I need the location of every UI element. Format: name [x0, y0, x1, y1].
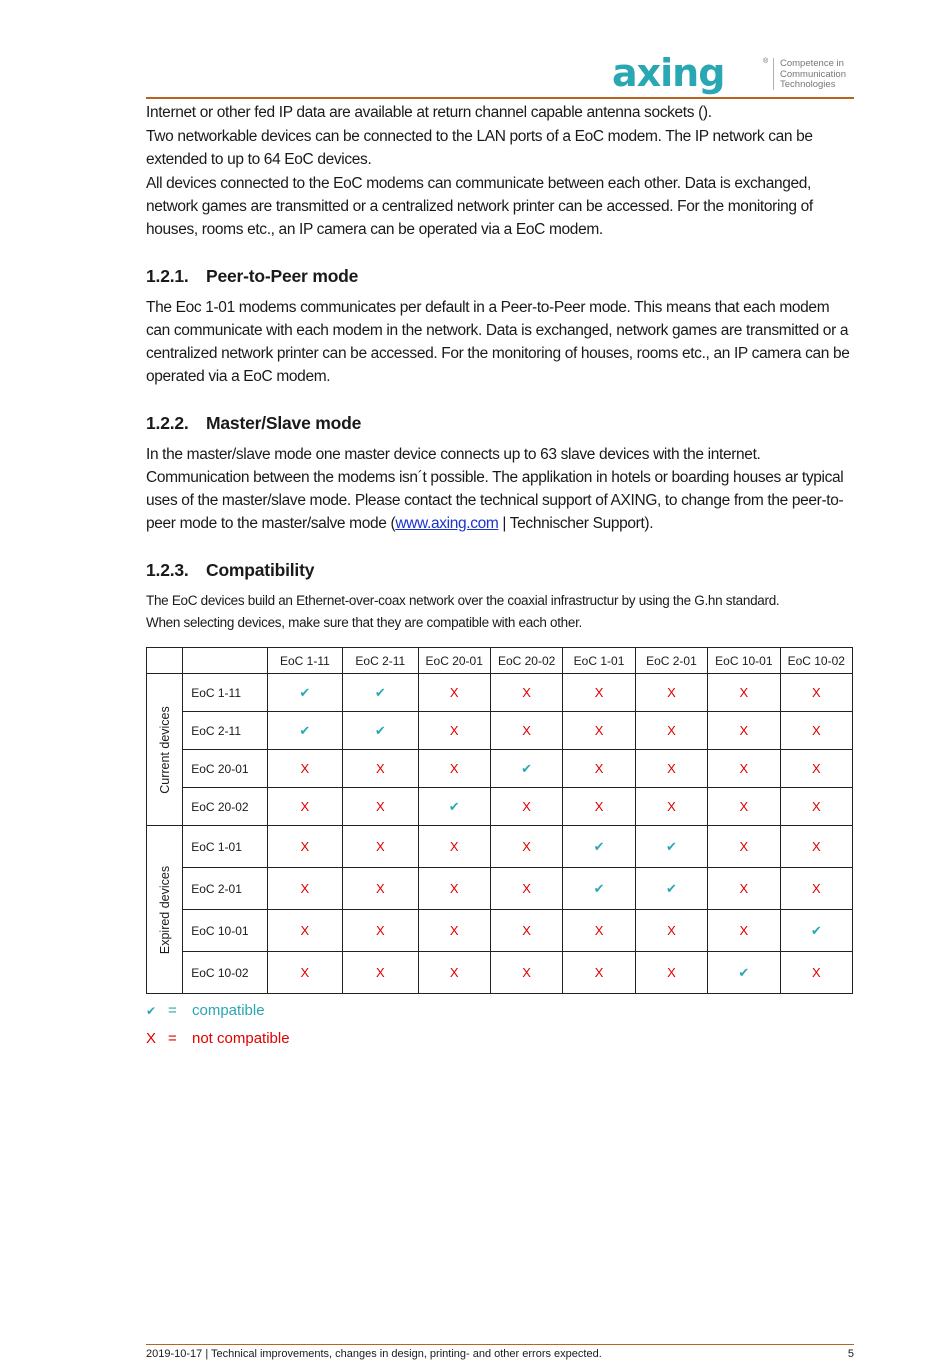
table-row	[147, 952, 853, 994]
section-number: 1.2.2.	[146, 413, 189, 433]
column-header: EoC 10-01	[708, 648, 780, 674]
compatibility-cell	[267, 674, 342, 712]
compatibility-cell	[490, 674, 562, 712]
x-mark-icon: X	[667, 685, 676, 700]
compatibility-cell	[267, 788, 342, 826]
compatibility-cell	[490, 826, 562, 868]
x-mark-icon: X	[449, 839, 459, 854]
x-mark-icon: X	[811, 881, 821, 896]
legend-not-compatible-text: not compatible	[192, 1030, 290, 1047]
table-row	[147, 674, 853, 712]
compatibility-cell	[267, 826, 342, 868]
column-header: EoC 1-11	[267, 648, 342, 674]
compatibility-cell	[708, 674, 780, 712]
header-rule	[146, 97, 854, 99]
compatibility-cell	[418, 788, 490, 826]
row-device-label: EoC 2-01	[183, 868, 267, 910]
compatibility-cell	[343, 674, 418, 712]
legend-not-compatible	[146, 1025, 290, 1053]
compatibility-cell	[563, 910, 635, 952]
compatibility-cell	[267, 952, 342, 994]
compatibility-cell	[343, 868, 418, 910]
compatibility-cell	[343, 712, 418, 750]
x-mark-icon: X	[522, 923, 531, 938]
compatibility-cell	[490, 952, 562, 994]
x-mark-icon: X	[594, 965, 604, 980]
checkmark-icon: ✔	[521, 760, 533, 776]
compatibility-table	[146, 647, 853, 994]
x-mark-icon: X	[522, 723, 531, 738]
x-mark-icon: X	[522, 881, 531, 896]
compatibility-cell	[708, 910, 780, 952]
compatibility-cell	[418, 910, 490, 952]
tagline-line: Technologies	[780, 79, 836, 90]
legend-compatible	[146, 997, 290, 1025]
compatibility-cell	[418, 826, 490, 868]
compatibility-cell	[563, 952, 635, 994]
compatibility-cell	[563, 750, 635, 788]
compatibility-cell	[343, 910, 418, 952]
row-group-label: Current devices	[157, 705, 172, 794]
x-mark-icon: X	[739, 881, 749, 896]
compatibility-cell	[343, 788, 418, 826]
row-group-cell	[147, 674, 183, 826]
row-group-cell	[147, 826, 183, 994]
compatibility-cell	[635, 952, 707, 994]
compatibility-cell	[490, 788, 562, 826]
legend-compatible-text: compatible	[192, 1002, 265, 1019]
x-mark-icon: X	[300, 839, 310, 854]
section-heading-compatibility	[146, 559, 854, 581]
compatibility-cell	[343, 952, 418, 994]
compatibility-cell	[418, 750, 490, 788]
table-row	[147, 712, 853, 750]
tagline-line: Communication	[780, 68, 846, 80]
x-mark-icon: X	[594, 723, 604, 738]
equals-sign: =	[168, 1002, 177, 1019]
paragraph-text: | Technischer Support).	[498, 515, 654, 532]
paragraph-text: In the master/slave mode one master device connects up to 63 slave devices with the internet. Communication between the modems isn´t possible. The applikation in hotels or boarding houses ar typical uses of the master/slave mode. Please contact the technical support of AXING, to change from the peer-to-peer mode to the master/salve mode (	[146, 446, 844, 532]
x-mark-icon: X	[522, 965, 531, 980]
compatibility-cell	[267, 910, 342, 952]
equals-sign: =	[168, 1030, 177, 1047]
x-mark-icon: X	[449, 965, 459, 980]
x-mark-icon: X	[739, 799, 749, 814]
checkmark-icon: ✔	[665, 838, 677, 854]
compatibility-cell	[635, 788, 707, 826]
x-mark-icon: X	[811, 965, 821, 980]
checkmark-icon: ✔	[448, 798, 460, 814]
header-row-label-cell	[183, 648, 267, 674]
column-header: EoC 2-11	[343, 648, 418, 674]
x-mark-icon: X	[375, 881, 385, 896]
x-mark-icon: X	[300, 923, 310, 938]
x-mark-icon: X	[522, 799, 531, 814]
compatibility-cell	[418, 952, 490, 994]
document-body	[146, 101, 854, 634]
x-mark-icon: X	[594, 799, 604, 814]
x-mark-icon: X	[522, 685, 531, 700]
x-mark-icon: X	[375, 965, 385, 980]
compatibility-cell	[490, 910, 562, 952]
checkmark-icon: ✔	[593, 838, 605, 854]
column-header: EoC 1-01	[563, 648, 635, 674]
checkmark-icon: ✔	[374, 722, 386, 738]
compatibility-intro-line-1: The EoC devices build an Ethernet-over-coax network over the coaxial infrastructur by using the G.hn standard.	[146, 593, 780, 608]
compatibility-cell	[780, 826, 852, 868]
compatibility-cell	[708, 712, 780, 750]
checkmark-icon: ✔	[146, 1004, 157, 1018]
section-heading-master-slave	[146, 412, 854, 434]
compatibility-cell	[635, 910, 707, 952]
table-row	[147, 750, 853, 788]
x-mark-icon: X	[300, 761, 310, 776]
compatibility-cell	[563, 788, 635, 826]
x-mark-icon: X	[739, 723, 749, 738]
x-mark-icon: X	[375, 761, 385, 776]
compatibility-cell	[780, 750, 852, 788]
checkmark-icon: ✔	[299, 722, 311, 738]
row-device-label: EoC 20-01	[183, 750, 267, 788]
section-number: 1.2.3.	[146, 560, 189, 580]
header-corner-cell	[147, 648, 183, 674]
row-device-label: EoC 1-11	[183, 674, 267, 712]
table-row	[147, 826, 853, 868]
axing-logo: axing	[612, 51, 725, 95]
compatibility-cell	[635, 826, 707, 868]
compatibility-cell	[563, 712, 635, 750]
compatibility-cell	[490, 868, 562, 910]
compatibility-cell	[490, 712, 562, 750]
compatibility-cell	[563, 868, 635, 910]
x-mark-icon: X	[594, 761, 604, 776]
x-mark-icon: X	[739, 839, 749, 854]
x-mark-icon: X	[300, 799, 310, 814]
row-device-label: EoC 2-11	[183, 712, 267, 750]
header-logo-block	[612, 51, 852, 96]
x-mark-icon: X	[449, 881, 459, 896]
tagline-line: Competence in	[780, 58, 844, 69]
x-mark-icon: X	[739, 685, 749, 700]
column-header: EoC 20-01	[418, 648, 490, 674]
x-mark-icon: X	[667, 923, 676, 938]
row-device-label: EoC 10-02	[183, 952, 267, 994]
logo-divider	[773, 58, 774, 90]
compatibility-cell	[780, 674, 852, 712]
compatibility-cell	[708, 868, 780, 910]
section-number: 1.2.1.	[146, 266, 189, 286]
checkmark-icon: ✔	[593, 880, 605, 896]
table-row	[147, 868, 853, 910]
checkmark-icon: ✔	[299, 684, 311, 700]
x-mark-icon: X	[739, 923, 749, 938]
row-device-label: EoC 20-02	[183, 788, 267, 826]
section-title: Peer-to-Peer mode	[206, 266, 359, 286]
section-heading-peer-to-peer	[146, 265, 854, 287]
compatibility-cell	[267, 868, 342, 910]
axing-website-link[interactable]: www.axing.com	[395, 515, 499, 532]
intro-paragraph-3: All devices connected to the EoC modems can communicate between each other. Data is exchanged, network games are transmitted or a centralized network printer can be accessed. For the monitoring of houses, rooms etc., an IP camera can be operated via a EoC modem.	[146, 175, 813, 238]
table-legend	[146, 997, 290, 1053]
x-mark-icon: X	[449, 685, 459, 700]
x-mark-icon: X	[811, 761, 821, 776]
table-row	[147, 788, 853, 826]
compatibility-cell	[563, 674, 635, 712]
x-mark-icon: X	[449, 723, 459, 738]
checkmark-icon: ✔	[810, 922, 822, 938]
table-row	[147, 910, 853, 952]
x-mark-icon: X	[522, 839, 531, 854]
compatibility-cell	[267, 712, 342, 750]
compatibility-cell	[490, 750, 562, 788]
compatibility-cell	[780, 868, 852, 910]
compatibility-cell	[343, 750, 418, 788]
compatibility-cell	[708, 826, 780, 868]
compatibility-cell	[563, 826, 635, 868]
compatibility-cell	[635, 750, 707, 788]
x-mark-icon: X	[449, 761, 459, 776]
x-mark-icon: X	[811, 839, 821, 854]
x-mark-icon: X	[667, 799, 676, 814]
column-header: EoC 20-02	[490, 648, 562, 674]
compatibility-cell	[635, 868, 707, 910]
row-group-label: Expired devices	[157, 865, 172, 954]
x-mark-icon: X	[667, 761, 676, 776]
compatibility-cell	[780, 712, 852, 750]
master-slave-paragraph	[146, 443, 854, 535]
compatibility-cell	[708, 788, 780, 826]
x-mark-icon: X	[594, 685, 604, 700]
x-mark-icon: X	[300, 965, 310, 980]
compatibility-cell	[780, 952, 852, 994]
page-number: 5	[847, 1348, 854, 1360]
x-mark-icon: X	[375, 799, 385, 814]
x-mark-icon: X	[300, 881, 310, 896]
row-device-label: EoC 10-01	[183, 910, 267, 952]
compatibility-cell	[635, 712, 707, 750]
registered-mark: ®	[763, 58, 769, 65]
compatibility-cell	[267, 750, 342, 788]
x-mark-icon: X	[667, 965, 676, 980]
section-title: Compatibility	[206, 560, 315, 580]
compatibility-cell	[635, 674, 707, 712]
page-footer	[146, 1347, 854, 1361]
row-device-label: EoC 1-01	[183, 826, 267, 868]
x-mark-icon: X	[146, 1030, 157, 1047]
compatibility-cell	[418, 868, 490, 910]
footer-text: 2019-10-17 | Technical improvements, changes in design, printing- and other errors expected.	[146, 1348, 602, 1360]
compatibility-cell	[780, 910, 852, 952]
compatibility-cell	[418, 674, 490, 712]
compatibility-cell	[708, 952, 780, 994]
checkmark-icon: ✔	[738, 964, 750, 980]
x-mark-icon: X	[739, 761, 749, 776]
intro-paragraph-2: Two networkable devices can be connected to the LAN ports of a EoC modem. The IP network can be extended to up to 64 EoC devices.	[146, 128, 813, 168]
table-body	[147, 674, 853, 994]
x-mark-icon: X	[594, 923, 604, 938]
x-mark-icon: X	[667, 723, 676, 738]
compatibility-cell	[708, 750, 780, 788]
checkmark-icon: ✔	[665, 880, 677, 896]
column-header: EoC 10-02	[780, 648, 852, 674]
checkmark-icon: ✔	[374, 684, 386, 700]
table-header-row	[147, 648, 853, 674]
x-mark-icon: X	[811, 799, 821, 814]
compatibility-cell	[780, 788, 852, 826]
compatibility-intro-line-2: When selecting devices, make sure that they are compatible with each other.	[146, 615, 582, 630]
x-mark-icon: X	[811, 723, 821, 738]
compatibility-cell	[343, 826, 418, 868]
x-mark-icon: X	[375, 839, 385, 854]
intro-paragraph-1: Internet or other fed IP data are available at return channel capable antenna sockets ().	[146, 104, 712, 121]
x-mark-icon: X	[811, 685, 821, 700]
footer-rule	[146, 1344, 854, 1345]
peer-to-peer-paragraph: The Eoc 1-01 modems communicates per default in a Peer-to-Peer mode. This means that each modem can communicate with each modem in the network. Data is exchanged, network games are transmitted or a centralized network printer can be accessed. For the monitoring of houses, rooms etc., an IP camera can be operated via a EoC modem.	[146, 299, 850, 385]
section-title: Master/Slave mode	[206, 413, 362, 433]
logo-tagline	[780, 59, 846, 91]
x-mark-icon: X	[449, 923, 459, 938]
compatibility-cell	[418, 712, 490, 750]
x-mark-icon: X	[375, 923, 385, 938]
column-header: EoC 2-01	[635, 648, 707, 674]
